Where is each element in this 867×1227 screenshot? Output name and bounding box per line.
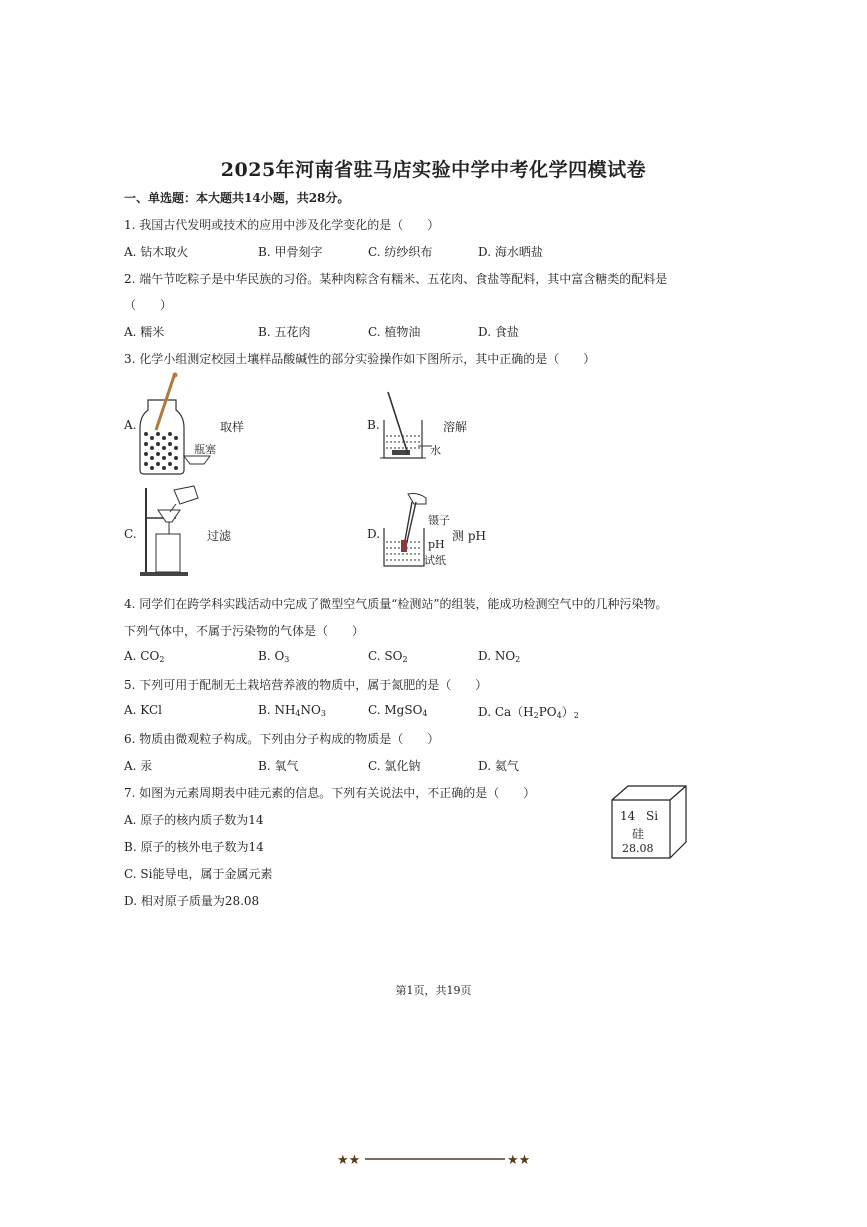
q5-option-a: A. KCl xyxy=(124,703,162,717)
question-3-stem: 3. 化学小组测定校园土壤样品酸碱性的部分实验操作如下图所示，其中正确的是（ ） xyxy=(124,352,596,366)
page-footer: 第1页，共19页 xyxy=(395,984,472,997)
q1-option-c: C. 纺纱织布 xyxy=(368,245,433,259)
q1-option-d: D. 海水晒盐 xyxy=(478,245,543,259)
page-title: 2025年河南省驻马店实验中学中考化学四模试卷 xyxy=(220,159,647,181)
q3-label-filter: 过滤 xyxy=(207,529,232,543)
q7-option-d: D. 相对原子质量为28.08 xyxy=(124,894,260,908)
section-heading: 一、单选题：本大题共14小题，共28分。 xyxy=(124,191,350,205)
q4-option-d: D. $NO_2$ xyxy=(478,649,521,664)
q2-option-d: D. 食盐 xyxy=(478,325,519,339)
q1-option-b: B. 甲骨刻字 xyxy=(258,245,323,259)
q3-label-water: 水 xyxy=(430,444,441,457)
question-6-stem: 6. 物质由微观粒子构成。下列由分子构成的物质是（ ） xyxy=(124,732,440,746)
question-7-stem: 7. 如图为元素周期表中硅元素的信息。下列有关说法中，不正确的是（ ） xyxy=(124,786,536,800)
q6-option-d: D. 氦气 xyxy=(478,759,519,773)
q4-option-b: B. $O_3$ xyxy=(258,649,290,664)
q7-option-a: A. 原子的核内质子数为14 xyxy=(124,813,264,827)
q4-option-c: C. $SO_2$ xyxy=(368,649,408,664)
q5-option-b: B. $NH_4NO_3$ xyxy=(258,703,326,718)
svg-text:★★: ★★ xyxy=(337,1153,361,1168)
q3-label-measure-ph: 测 pH xyxy=(452,529,486,543)
q6-option-c: C. 氯化钠 xyxy=(368,759,421,773)
dissolving-figure xyxy=(378,388,438,462)
q3-option-b: B. xyxy=(367,418,380,432)
question-4-stem-cont: 下列气体中，不属于污染物的气体是（ ） xyxy=(124,624,365,638)
filtration-figure xyxy=(136,484,206,580)
q2-option-c: C. 植物油 xyxy=(368,325,421,339)
question-1-stem: 1. 我国古代发明或技术的应用中涉及化学变化的是（ ） xyxy=(124,218,440,232)
q6-option-a: A. 汞 xyxy=(124,759,153,773)
question-2-stem-cont: （ ） xyxy=(124,298,173,312)
q5-option-c: C. MgSO$_4$ xyxy=(368,703,428,718)
q3-option-a: A. xyxy=(124,418,137,432)
q5-option-d: D. $Ca(H_2PO_4)_2$ xyxy=(478,705,579,720)
q3-label-tweezers: 镊子 xyxy=(428,514,450,527)
q6-option-b: B. 氧气 xyxy=(258,759,299,773)
q2-option-b: B. 五花肉 xyxy=(258,325,311,339)
q3-label-dissolve: 溶解 xyxy=(443,420,468,434)
element-name: 硅 xyxy=(632,827,645,841)
q4-option-a: A. $CO_2$ xyxy=(124,649,165,664)
element-mass: 28.08 xyxy=(622,842,654,855)
element-number: 14 xyxy=(620,809,636,823)
q7-option-b: B. 原子的核外电子数为14 xyxy=(124,840,264,854)
q2-option-a: A. 糯米 xyxy=(124,325,165,339)
q7-option-c: C. Si能导电，属于金属元素 xyxy=(124,867,273,881)
q3-label-ph: pH xyxy=(428,538,445,551)
q3-label-paper: 试纸 xyxy=(424,554,446,567)
question-2-stem: 2. 端午节吃粽子是中华民族的习俗。某种肉粽含有糯米、五花肉、食盐等配料，其中富含糖类的配料是 xyxy=(124,272,668,286)
q3-option-d: D. xyxy=(367,527,381,541)
sampling-figure xyxy=(134,372,224,476)
q3-label-stopper: 瓶塞 xyxy=(194,443,216,456)
q3-option-c: C. xyxy=(124,527,137,541)
element-symbol: Si xyxy=(646,809,659,823)
q3-label-sampling: 取样 xyxy=(220,420,245,434)
q1-option-a: A. 钻木取火 xyxy=(124,245,189,259)
svg-text:★★: ★★ xyxy=(507,1153,531,1168)
question-4-stem: 4. 同学们在跨学科实践活动中完成了微型空气质量“检测站”的组装，能成功检测空气中的几种污染物。 xyxy=(124,597,668,611)
footer-ornament xyxy=(337,1150,532,1168)
question-5-stem: 5. 下列可用于配制无土栽培营养液的物质中，属于氮肥的是（ ） xyxy=(124,678,488,692)
